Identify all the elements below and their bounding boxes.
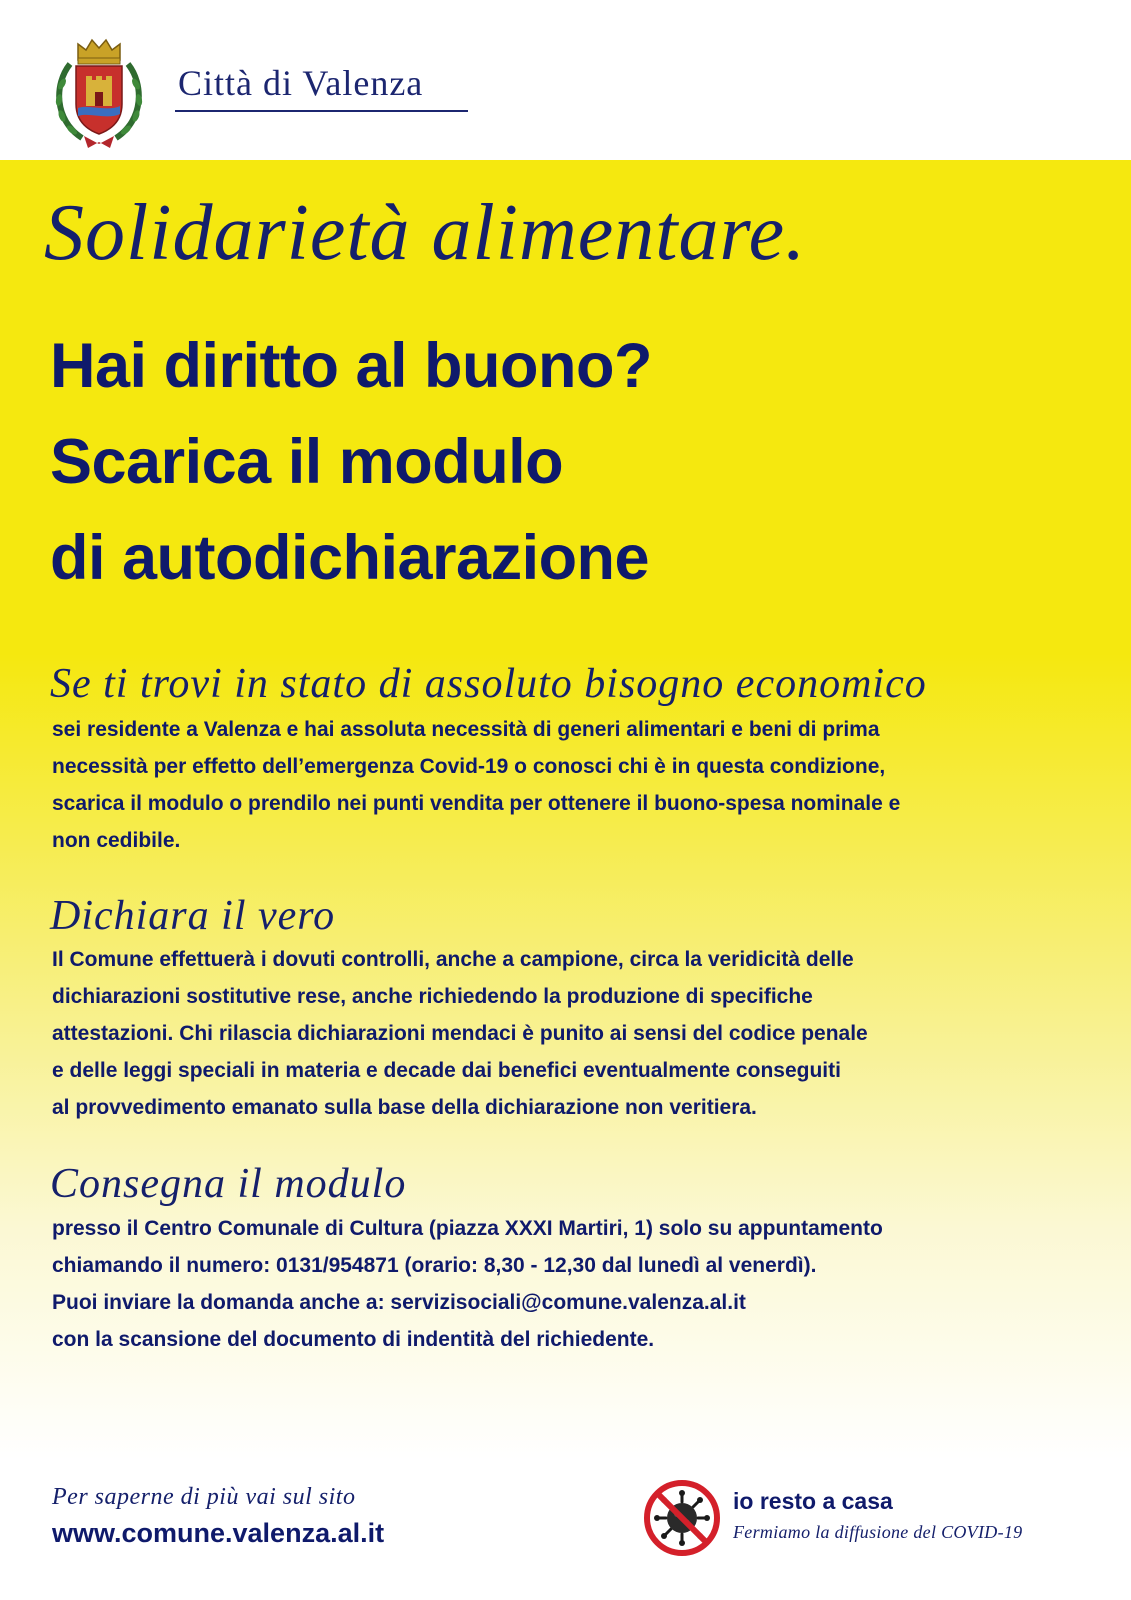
more-info-text: Per saperne di più vai sul sito: [52, 1484, 356, 1510]
section-heading-deliver: Consegna il modulo: [50, 1161, 407, 1207]
city-crest-icon: [48, 34, 150, 150]
no-virus-icon: [644, 1480, 720, 1556]
section-body-deliver: [52, 1210, 1042, 1358]
section-body-declare: [52, 941, 1042, 1126]
body-line: necessità per effetto dell’emergenza Covid-19 o conosci chi è in questa condizione,: [52, 755, 886, 778]
body-line: al provvedimento emanato sulla base della dichiarazione non veritiera.: [52, 1096, 757, 1119]
campaign-subtitle: Fermiamo la diffusione del COVID-19: [733, 1522, 1023, 1542]
body-line: scarica il modulo o prendilo nei punti vendita per ottenere il buono-spesa nominale e: [52, 792, 901, 815]
campaign-title: io resto a casa: [733, 1488, 893, 1514]
body-line: presso il Centro Comunale di Cultura (piazza XXXI Martiri, 1) solo su appuntamento: [52, 1217, 883, 1240]
body-line: attestazioni. Chi rilascia dichiarazioni mendaci è punito ai sensi del codice penale: [52, 1022, 868, 1045]
header: [0, 0, 1131, 160]
city-name: Città di Valenza: [178, 63, 424, 103]
body-line: sei residente a Valenza e hai assoluta necessità di generi alimentari e beni di prima: [52, 718, 880, 741]
section-heading-need: Se ti trovi in stato di assoluto bisogno economico: [50, 661, 927, 707]
headline-line: Scarica il modulo: [50, 427, 564, 497]
body-line: non cedibile.: [52, 829, 181, 852]
body-line: Il Comune effettuerà i dovuti controlli, anche a campione, circa la veridicità delle: [52, 948, 854, 971]
section-heading-declare: Dichiara il vero: [50, 893, 336, 939]
body-line: e delle leggi speciali in materia e decade dai benefici eventualmente conseguiti: [52, 1059, 841, 1082]
body-line: Puoi inviare la domanda anche a: servizisociali@comune.valenza.al.it: [52, 1291, 746, 1314]
section-body-need: [52, 711, 1042, 859]
city-name-underline: [175, 110, 468, 112]
website-link[interactable]: www.comune.valenza.al.it: [52, 1518, 385, 1548]
headline: [50, 318, 652, 606]
page-title-script: Solidarietà alimentare.: [44, 189, 807, 277]
body-line: chiamando il numero: 0131/954871 (orario: 8,30 - 12,30 dal lunedì al venerdì).: [52, 1254, 817, 1277]
body-line: dichiarazioni sostitutive rese, anche richiedendo la produzione di specifiche: [52, 985, 813, 1008]
body-line: con la scansione del documento di indentità del richiedente.: [52, 1328, 655, 1351]
headline-line: di autodichiarazione: [50, 523, 650, 593]
headline-line: Hai diritto al buono?: [50, 331, 652, 401]
